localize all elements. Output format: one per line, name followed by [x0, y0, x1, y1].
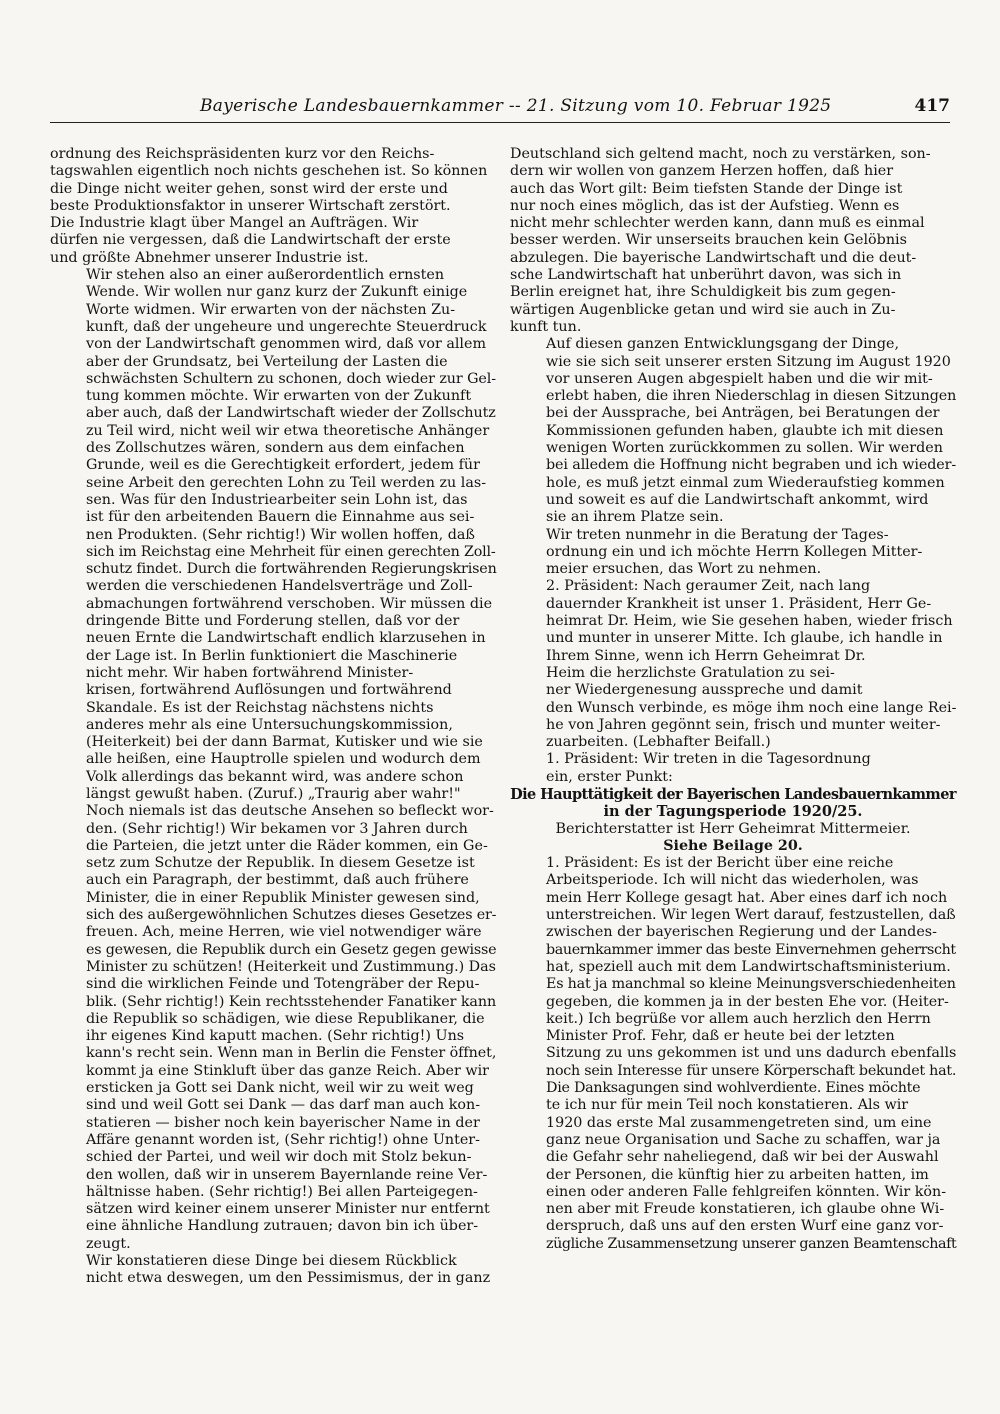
text-line: sich des außergewöhnlichen Schutzes dieses Gesetzes er-: [86, 907, 497, 924]
text-line: statieren — bisher noch kein bayerischer Name in der: [86, 1114, 480, 1131]
text-line: abzulegen. Die bayerische Landwirtschaft und die deut-: [510, 249, 917, 266]
text-line: beste Produktionsfaktor in unserer Wirtschaft zerstört.: [50, 197, 451, 214]
text-line: kunft, daß der ungeheure und ungerechte Steuerdruck: [86, 318, 487, 335]
text-line: den. (Sehr richtig!) Wir bekamen vor 3 Jahren durch: [86, 820, 468, 837]
text-line: Worte widmen. Wir erwarten von der nächsten Zu-: [86, 301, 456, 318]
text-line: alle heißen, eine Hauptrolle spielen und wodurch dem: [86, 751, 481, 768]
text-line: 2. Präsident: Nach geraumer Zeit, nach lang: [546, 578, 871, 595]
text-line: blik. (Sehr richtig!) Kein rechtsstehender Fanatiker kann: [86, 993, 497, 1010]
text-line: einen oder anderen Falle fehlgreifen könnten. Wir kön-: [546, 1183, 947, 1200]
text-line: Noch niemals ist das deutsche Ansehen so befleckt wor-: [86, 803, 494, 820]
text-line: Heim die herzlichste Gratulation zu sei-: [546, 664, 835, 681]
text-line: Deutschland sich geltend macht, noch zu verstärken, son-: [510, 146, 931, 162]
page-number: 417: [914, 96, 950, 116]
text-line: zu Teil wird, nicht weil wir etwa theoretische Anhänger: [86, 422, 490, 439]
paragraph: [510, 1080, 956, 1253]
text-line: setz zum Schutze der Republik. In diesem Gesetze ist: [86, 855, 475, 872]
text-line: hältnisse haben. (Sehr richtig!) Bei allen Parteigegen-: [86, 1183, 478, 1200]
text-line: 1. Präsident: Wir treten in die Tagesordnung: [546, 751, 871, 768]
paragraph: [50, 146, 496, 267]
text-line: ersticken ja Gott sei Dank nicht, weil wir zu weit weg: [86, 1080, 474, 1097]
text-line: der Lage ist. In Berlin funktioniert die Maschinerie: [86, 647, 458, 664]
text-line: 1. Präsident: Es ist der Bericht über eine reiche: [546, 855, 894, 872]
text-line: wärtigen Augenblicke getan und wird sie auch in Zu-: [510, 301, 896, 318]
running-header: [50, 96, 950, 123]
text-line: und munter in unserer Mitte. Ich glaube, ich handle in: [546, 630, 943, 647]
text-line: nen aber mit Freude konstatieren, ich glaube ohne Wi-: [546, 1201, 945, 1218]
text-line: sche Landwirtschaft hat unberührt davon, was sich in: [510, 267, 902, 284]
text-line: von der Landwirtschaft genommen wird, daß vor allem: [86, 336, 487, 353]
text-line: die Gefahr sehr naheliegend, daß wir bei der Auswahl: [546, 1149, 939, 1166]
text-line: ganz neue Organisation und Sache zu schaffen, war ja: [546, 1131, 941, 1148]
text-line: längst gewußt haben. (Zuruf.) „Traurig aber wahr!": [86, 785, 461, 802]
text-line: zügliche Zusammensetzung unserer ganzen Beamtenschaft: [546, 1235, 957, 1252]
text-line: des Zollschutzes wären, sondern aus dem einfachen: [86, 440, 465, 457]
text-line: schutz findet. Durch die fortwährenden Regierungskrisen: [86, 561, 497, 578]
text-line: Die Industrie klagt über Mangel an Aufträgen. Wir: [50, 215, 419, 232]
text-line: Siehe Beilage 20.: [663, 837, 803, 854]
text-line: derspruch, daß uns auf den ersten Wurf eine ganz vor-: [546, 1218, 944, 1235]
text-line: Minister zu schützen! (Heiterkeit und Zustimmung.) Das: [86, 958, 496, 975]
text-line: schied der Partei, und weil wir doch mit Stolz bekun-: [86, 1149, 472, 1166]
text-line: den Wunsch verbinde, es möge ihm noch eine lange Rei-: [546, 699, 957, 716]
text-line: schwächsten Schultern zu schonen, doch wieder zur Gel-: [86, 370, 497, 387]
text-line: und soweit es auf die Landwirtschaft ankommt, wird: [546, 491, 929, 508]
text-line: sen. Was für den Industriearbeiter sein Lohn ist, das: [86, 491, 468, 508]
text-line: gegeben, die kommen ja in der besten Ehe vor. (Heiter-: [546, 993, 949, 1010]
text-line: wie sie sich seit unserer ersten Sitzung im August 1920: [546, 353, 951, 370]
text-line: zeugt.: [86, 1235, 131, 1252]
text-line: ihr eigenes Kind kaputt machen. (Sehr richtig!) Uns: [86, 1028, 465, 1045]
text-line: die Republik so schädigen, wie diese Republikaner, die: [86, 1010, 485, 1027]
text-line: dringende Bitte und Forderung stellen, daß vor der: [86, 613, 460, 630]
text-line: Minister, die in einer Republik Minister gewesen sind,: [86, 889, 480, 906]
text-line: die Dinge nicht weiter gehen, sonst wird der erste und: [50, 180, 448, 197]
text-line: der Personen, die künftig hier zu arbeiten hatten, im: [546, 1166, 929, 1183]
text-line: krisen, fortwährend Auflösungen und fortwährend: [86, 682, 452, 699]
text-line: Es hat ja manchmal so kleine Meinungsverschiedenheiten: [546, 976, 956, 993]
text-line: wenigen Worten zurückkommen zu sollen. Wir werden: [546, 440, 943, 457]
section-heading: [510, 786, 956, 821]
text-line: sie an ihrem Platze sein.: [546, 509, 724, 526]
text-line: den wollen, daß wir in unserem Bayernlande reine Ver-: [86, 1166, 488, 1183]
text-line: die Parteien, die jetzt unter die Räder kommen, ein Ge-: [86, 837, 488, 854]
text-line: sätzen wird keiner einem unserer Minister nur entfernt: [86, 1201, 490, 1218]
text-line: aber auch, daß der Landwirtschaft wieder der Zollschutz: [86, 405, 496, 422]
text-line: ist für den arbeitenden Bauern die Einnahme aus sei-: [86, 509, 475, 526]
text-line: Affäre genannt worden ist, (Sehr richtig!) ohne Unter-: [86, 1131, 480, 1148]
paragraph: [510, 146, 956, 336]
text-line: sind die wirklichen Feinde und Totengräber der Repu-: [86, 976, 480, 993]
text-line: ner Wiedergenesung ausspreche und damit: [546, 682, 863, 699]
paragraph: [50, 1253, 496, 1288]
text-line: ordnung ein und ich möchte Herrn Kollegen Mitter-: [546, 543, 923, 560]
text-line: bauernkammer immer das beste Einvernehmen geherrscht: [546, 941, 956, 958]
text-line: ordnung des Reichspräsidenten kurz vor den Reichs-: [50, 146, 435, 162]
text-line: Kommissionen gefunden haben, glaubte ich mit diesen: [546, 422, 944, 439]
text-line: seine Arbeit den gerechten Lohn zu Teil werden zu las-: [86, 474, 487, 491]
text-line: hole, es muß jetzt einmal zum Wiederaufstieg kommen: [546, 474, 945, 491]
text-line: abmachungen fortwährend verschoben. Wir müssen die: [86, 595, 493, 612]
text-line: Skandale. Es ist der Reichstag nächstens nichts: [86, 699, 434, 716]
text-line: Arbeitsperiode. Ich will nicht das wiederholen, was: [546, 872, 919, 889]
text-line: mein Herr Kollege gesagt hat. Aber eines darf ich noch: [546, 889, 948, 906]
text-line: Wende. Wir wollen nur ganz kurz der Zukunft einige: [86, 284, 468, 301]
paragraph: [510, 578, 956, 751]
header-title: Bayerische Landesbauernkammer -- 21. Sitzung vom 10. Februar 1925: [200, 96, 832, 116]
text-line: erlebt haben, die ihren Niederschlag in diesen Sitzungen: [546, 388, 957, 405]
text-line: nicht mehr. Wir haben fortwährend Minister-: [86, 664, 414, 681]
text-line: dern wir wollen von ganzem Herzen hoffen, daß hier: [510, 163, 894, 180]
text-line: Minister Prof. Fehr, daß er heute bei der letzten: [546, 1028, 895, 1045]
text-line: dauernder Krankheit ist unser 1. Präsident, Herr Ge-: [546, 595, 932, 612]
text-line: freuen. Ach, meine Herren, wie viel notwendiger wäre: [86, 924, 482, 941]
paragraph: [510, 751, 956, 786]
text-line: Wir treten nunmehr in die Beratung der Tages-: [546, 526, 889, 543]
text-line: und größte Abnehmer unserer Industrie ist.: [50, 249, 369, 266]
text-line: werden die verschiedenen Handelsverträge und Zoll-: [86, 578, 473, 595]
text-line: zuarbeiten. (Lebhafter Beifall.): [546, 734, 771, 751]
text-line: Die Danksagungen sind wohlverdiente. Eines möchte: [546, 1080, 921, 1097]
text-line: sich im Reichstag eine Mehrheit für einen gerechten Zoll-: [86, 543, 496, 560]
text-line: tagswahlen eigentlich noch nichts geschehen ist. So können: [50, 163, 488, 180]
text-line: ein, erster Punkt:: [546, 768, 673, 785]
text-line: aber der Grundsatz, bei Verteilung der Lasten die: [86, 353, 448, 370]
text-line: auch ein Paragraph, der bestimmt, daß auch frühere: [86, 872, 469, 889]
right-column: [510, 146, 956, 1253]
text-line: kann's recht sein. Wenn man in Berlin die Fenster öffnet,: [86, 1045, 497, 1062]
text-line: nen Produkten. (Sehr richtig!) Wir wollen hoffen, daß: [86, 526, 475, 543]
paragraph: [510, 855, 956, 1080]
text-line: dürfen nie vergessen, daß die Landwirtschaft der erste: [50, 232, 451, 249]
text-line: he von Jahren gegönnt sein, frisch und munter weiter-: [546, 716, 941, 733]
text-line: sind und weil Gott sei Dank — das darf man auch kon-: [86, 1097, 481, 1114]
text-line: 1920 das erste Mal zusammengetreten sind, um eine: [546, 1114, 932, 1131]
text-line: es gewesen, die Republik durch ein Gesetz gegen gewisse: [86, 941, 497, 958]
text-line: Berlin ereignet hat, ihre Schuldigkeit bis zum gegen-: [510, 284, 896, 301]
text-line: Wir stehen also an einer außerordentlich ernsten: [86, 267, 445, 284]
text-line: unterstreichen. Wir legen Wert darauf, festzustellen, daß: [546, 907, 956, 924]
text-line: Berichterstatter ist Herr Geheimrat Mittermeier.: [555, 820, 911, 837]
text-line: te ich nur für mein Teil noch konstatieren. Als wir: [546, 1097, 909, 1114]
text-line: keit.) Ich begrüße vor allem auch herzlich den Herrn: [546, 1010, 931, 1027]
text-line: Sitzung zu uns gekommen ist und uns dadurch ebenfalls: [546, 1045, 957, 1062]
text-line: Volk allerdings das bekannt wird, was andere schon: [86, 768, 464, 785]
paragraph: [510, 527, 956, 579]
text-line: anderes mehr als eine Untersuchungskommission,: [86, 716, 453, 733]
text-line: kommt ja eine Stinkluft über das ganze Reich. Aber wir: [86, 1062, 490, 1079]
text-line: bei alledem die Hoffnung nicht begraben und ich wieder-: [546, 457, 957, 474]
text-line: kunft tun.: [510, 318, 582, 335]
paragraph: [50, 267, 496, 1253]
text-line: Grunde, weil es die Gerechtigkeit erfordert, jedem für: [86, 457, 480, 474]
text-line: nicht mehr schlechter werden kann, dann muß es einmal: [510, 215, 925, 232]
text-line: zwischen der bayerischen Regierung und der Landes-: [546, 924, 937, 941]
text-line: meier ersuchen, das Wort zu nehmen.: [546, 561, 822, 578]
text-line: tung kommen möchte. Wir erwarten von der Zukunft: [86, 388, 472, 405]
text-line: besser werden. Wir unserseits brauchen kein Gelöbnis: [510, 232, 907, 249]
text-line: nur noch eines möglich, das ist der Aufstieg. Wenn es: [510, 197, 900, 214]
text-line: vor unseren Augen abgespielt haben und die wir mit-: [546, 370, 933, 387]
text-line: in der Tagungsperiode 1920/25.: [603, 803, 863, 821]
text-line: Die Haupttätigkeit der Bayerischen Landesbauernkammer: [510, 785, 956, 803]
paragraph: [510, 336, 956, 526]
text-line: Ihrem Sinne, wenn ich Herrn Geheimrat Dr.: [546, 647, 866, 664]
text-line: eine ähnliche Handlung zutrauen; davon bin ich über-: [86, 1218, 479, 1235]
text-line: hat, speziell auch mit dem Landwirtschaftsministerium.: [546, 958, 951, 975]
left-column: [50, 146, 496, 1288]
text-line: Auf diesen ganzen Entwicklungsgang der Dinge,: [546, 336, 900, 353]
text-line: (Heiterkeit) bei der dann Barmat, Kutisker und wie sie: [86, 734, 483, 751]
text-line: bei der Aussprache, bei Anträgen, bei Beratungen der: [546, 405, 940, 422]
text-line: heimrat Dr. Heim, wie Sie gesehen haben, wieder frisch: [546, 613, 953, 630]
text-line: neuen Ernte die Landwirtschaft endlich klarzusehen in: [86, 630, 486, 647]
text-line: noch sein Interesse für unsere Körperschaft bekundet hat.: [546, 1062, 957, 1079]
text-line: Wir konstatieren diese Dinge bei diesem Rückblick: [86, 1253, 457, 1269]
text-line: nicht etwa deswegen, um den Pessimismus, der in ganz: [86, 1270, 491, 1287]
rapporteur-line: [510, 821, 956, 838]
text-line: auch das Wort gilt: Beim tiefsten Stande der Dinge ist: [510, 180, 903, 197]
attachment-reference: [510, 838, 956, 855]
